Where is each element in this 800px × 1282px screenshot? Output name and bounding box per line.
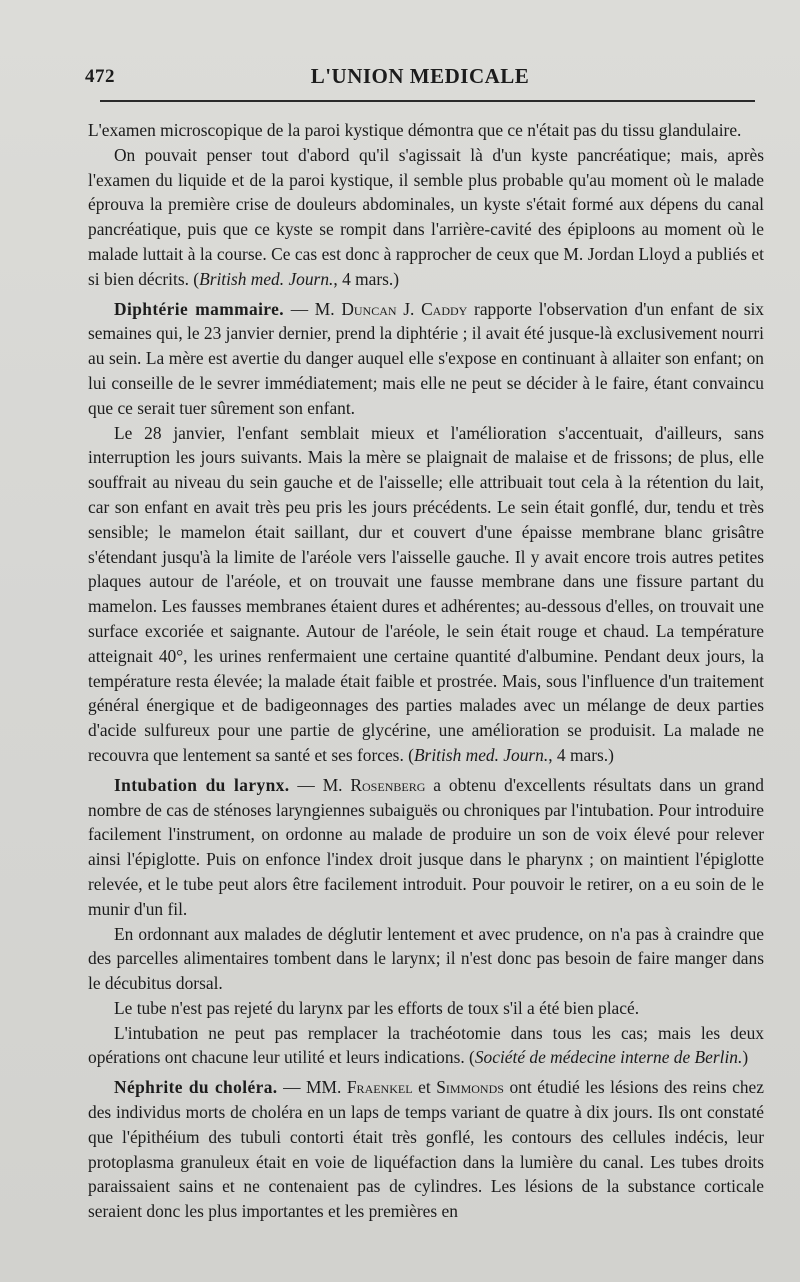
article-diphterie-mammaire bbox=[88, 297, 764, 421]
paragraph-text: L'examen microscopique de la paroi kystique démontra que ce n'était pas du tissu glandulaire. bbox=[88, 120, 742, 140]
paragraph-text: L'intubation ne peut pas remplacer la trachéotomie dans tous les cas; mais les deux opérations ont chacune leur utilité et leurs indications. ( bbox=[88, 1022, 764, 1068]
citation-source: British med. Journ. bbox=[413, 744, 549, 765]
author-name: Rosenberg bbox=[350, 774, 426, 795]
section-heading: Néphrite du choléra. bbox=[114, 1077, 278, 1098]
paragraph-intubation-deglutition bbox=[88, 922, 764, 996]
paragraph-text: a obtenu d'excellents résultats dans un grand nombre de cas de sténoses laryngiennes subaiguës ou chroniques par l'intubation. Pour introduire facilement l'instrument, on ordonne au malade de produire un son de voix élevé pour relever ainsi l'épiglotte. Puis on enfonce l'index droit jusque dans le pharynx ; on maintient l'épiglotte relevée, et le tube peut alors être facilement introduit. Pour pouvoir le retirer, on a eu soin de le munir d'un fil. bbox=[88, 774, 764, 919]
citation-date: , 4 mars.) bbox=[548, 744, 614, 765]
author-conjunction: et bbox=[412, 1077, 437, 1098]
heading-separator: — M. bbox=[289, 774, 351, 795]
paragraph-kyste-conclusion bbox=[88, 118, 764, 143]
paragraph-diphterie-case bbox=[88, 421, 764, 768]
author-name: Fraenkel bbox=[346, 1077, 413, 1098]
paragraph-text: Le 28 janvier, l'enfant semblait mieux et l'amélioration s'accentuait, d'ailleurs, sans interruption les jours suivants. Mais la mère se plaignait de malaise et de frissons; de plus, elle souffrait au niveau du sein gauche et de l'aisselle; elle attribuait tout cela à la rétention du lait, car son enfant en avait très peu pris les jours précédents. Le sein était gonflé, dur, tendu et très sensible; le mamelon était saillant, dur et couvert d'une épaisse membrane blanc grisâtre s'étendant jusqu'à la limite de l'aréole vers l'aisselle gauche. Il y avait encore trois autres petites plaques autour de l'aréole, et on trouvait une fausse membrane dans une fissure partant du mamelon. Les fausses membranes étaient dures et adhérentes; au-dessous d'elles, on trouvait une surface excoriée et saignante. Autour de l'aréole, le sein était rouge et chaud. La température atteignait 40°, les urines renfermaient une certaine quantité d'albumine. Pendant deux jours, la température resta élevée; la malade était faible et prostrée. Mais, sous l'influence d'un traitement général énergique et de badigeonnages des parties malades avec un mélange de deux parties d'acide sulfureux pour une partie de glycérine, une amélioration se produisit. La malade ne recouvra que lentement sa santé et ses forces. ( bbox=[88, 422, 764, 765]
section-heading: Diphtérie mammaire. bbox=[114, 298, 284, 319]
citation-source: British med. Journ. bbox=[199, 268, 334, 289]
paragraph-text: En ordonnant aux malades de déglutir lentement et avec prudence, on n'a pas à craindre que des parcelles alimentaires tombent dans le larynx; il n'est donc pas besoin de faire manger dans le décubitus dorsal. bbox=[88, 923, 764, 994]
article-nephrite-cholera bbox=[88, 1075, 764, 1224]
paragraph-text: Le tube n'est pas rejeté du larynx par les efforts de toux s'il a été bien placé. bbox=[114, 997, 640, 1018]
paragraph-intubation-indications bbox=[88, 1021, 764, 1071]
page-number: 472 bbox=[85, 66, 115, 87]
paragraph-kyste-discussion bbox=[88, 143, 764, 292]
paragraph-text: rapporte l'observation d'un enfant de six semaines qui, le 23 janvier dernier, prend la diphtérie ; il avait été jusque-là exclusivement nourri au sein. La mère est avertie du danger auquel elle s'expose en continuant à allaiter son enfant; on lui conseille de le sevrer immédiatement; mais elle ne peut se décider à le faire, étant convaincu que ce serait tuer sûrement son enfant. bbox=[88, 298, 764, 418]
paragraph-intubation-tube bbox=[88, 996, 764, 1021]
header-rule bbox=[100, 100, 755, 102]
heading-separator: — MM. bbox=[277, 1077, 347, 1098]
running-header bbox=[85, 62, 755, 92]
citation-close: ) bbox=[742, 1047, 749, 1068]
article-intubation-larynx bbox=[88, 773, 764, 922]
author-name: Simmonds bbox=[436, 1077, 504, 1098]
heading-separator: — M. bbox=[283, 298, 342, 319]
paragraph-text: ont étudié les lésions des reins chez des individus morts de choléra en un laps de temps variant de quatre à dix jours. Ils ont constaté que l'épithéium des tubuli contorti était très gonflé, les contours des cellules indécis, leur protoplasma granuleux était en voie de liquéfaction dans la lumière du canal. Les tubes droits paraissaient sains et ne contenaient pas de cylindres. Les lésions de la substance corticale seraient donc les plus importantes et les premières en bbox=[88, 1077, 764, 1222]
article-body bbox=[88, 118, 764, 1224]
citation-source: Société de médecine interne de Berlin. bbox=[474, 1047, 743, 1068]
citation-date: , 4 mars.) bbox=[333, 268, 400, 289]
section-heading: Intubation du larynx. bbox=[114, 774, 290, 795]
paragraph-text: On pouvait penser tout d'abord qu'il s'agissait là d'un kyste pancréatique; mais, après l'examen du liquide et de la paroi kystique, il semble plus probable qu'au moment où le malade éprouva la première crise de douleurs abdominales, un kyste s'était formé aux dépens du canal pancréatique, puis que ce kyste se rompit dans l'arrière-cavité des épiploons au moment où le malade luttait à la course. Ce cas est donc à rapprocher de ceux que M. Jordan Lloyd a publiés et si bien décrits. ( bbox=[88, 144, 764, 289]
journal-title: L'UNION MEDICALE bbox=[310, 64, 530, 88]
author-name: Duncan J. Caddy bbox=[341, 298, 468, 319]
